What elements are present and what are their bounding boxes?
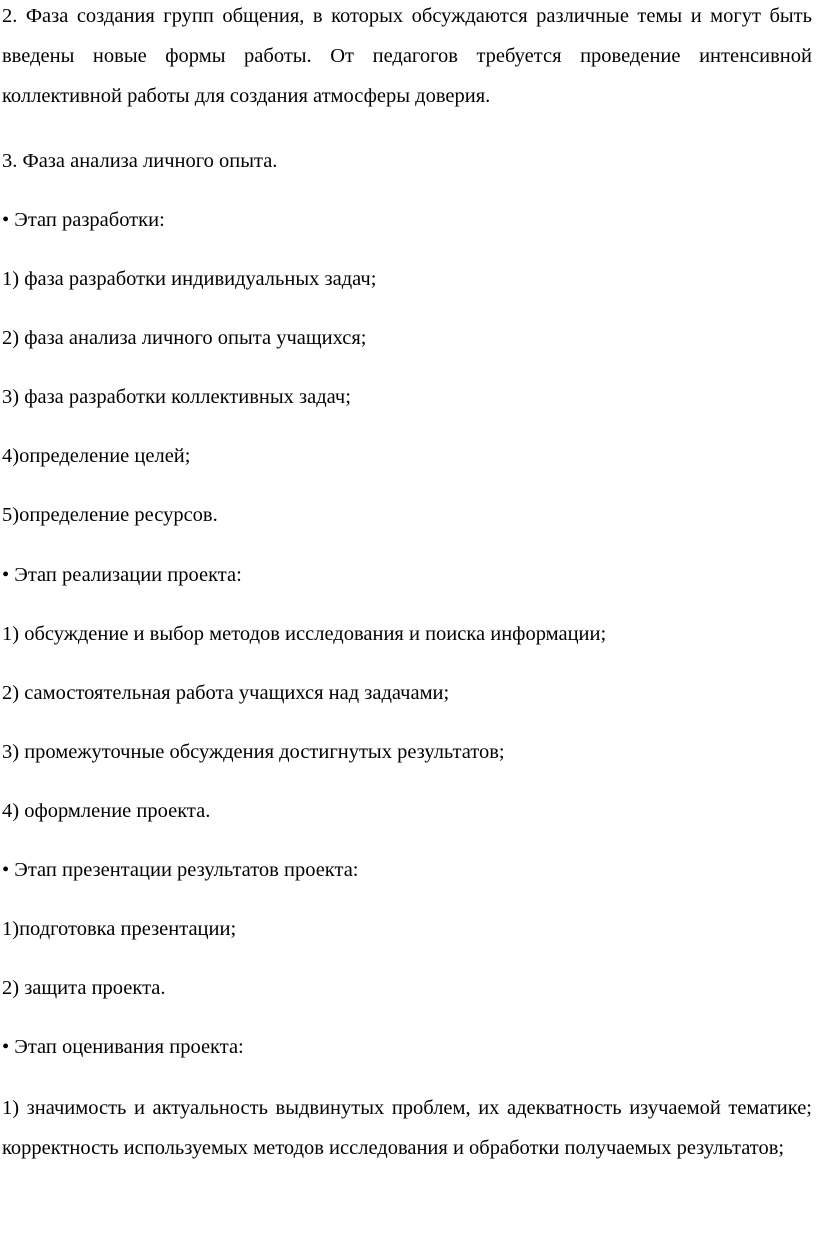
heading-evaluation-stage: • Этап оценивания проекта: xyxy=(2,1036,244,1058)
list-item-impl-3: 3) промежуточные обсуждения достигнутых результатов; xyxy=(2,741,505,763)
list-item-pres-2: 2) защита проекта. xyxy=(2,977,166,999)
list-item-pres-1: 1)подготовка презентации; xyxy=(2,918,237,940)
paragraph-phase-3: 3. Фаза анализа личного опыта. xyxy=(2,150,278,172)
list-item-impl-2: 2) самостоятельная работа учащихся над задачами; xyxy=(2,682,450,704)
list-item-dev-2: 2) фаза анализа личного опыта учащихся; xyxy=(2,327,367,349)
list-item-eval-1: 1) значимость и актуальность выдвинутых проблем, их адекватность изучаемой тематике; корректность используемых методов исследования и обработки получаемых результатов; xyxy=(2,1097,812,1159)
heading-presentation-stage: • Этап презентации результатов проекта: xyxy=(2,859,359,881)
paragraph-phase-2: 2. Фаза создания групп общения, в которых обсуждаются различные темы и могут быть введены новые формы работы. От педагогов требуется проведение интенсивной коллективной работы для создания атмосферы доверия. xyxy=(2,5,812,107)
list-item-dev-3: 3) фаза разработки коллективных задач; xyxy=(2,386,351,408)
list-item-impl-4: 4) оформление проекта. xyxy=(2,800,211,822)
list-item-dev-4: 4)определение целей; xyxy=(2,445,191,467)
heading-development-stage: • Этап разработки: xyxy=(2,209,165,231)
list-item-dev-5: 5)определение ресурсов. xyxy=(2,504,218,526)
list-item-impl-1: 1) обсуждение и выбор методов исследования и поиска информации; xyxy=(2,623,607,645)
heading-implementation-stage: • Этап реализации проекта: xyxy=(2,564,242,586)
list-item-dev-1: 1) фаза разработки индивидуальных задач; xyxy=(2,268,377,290)
